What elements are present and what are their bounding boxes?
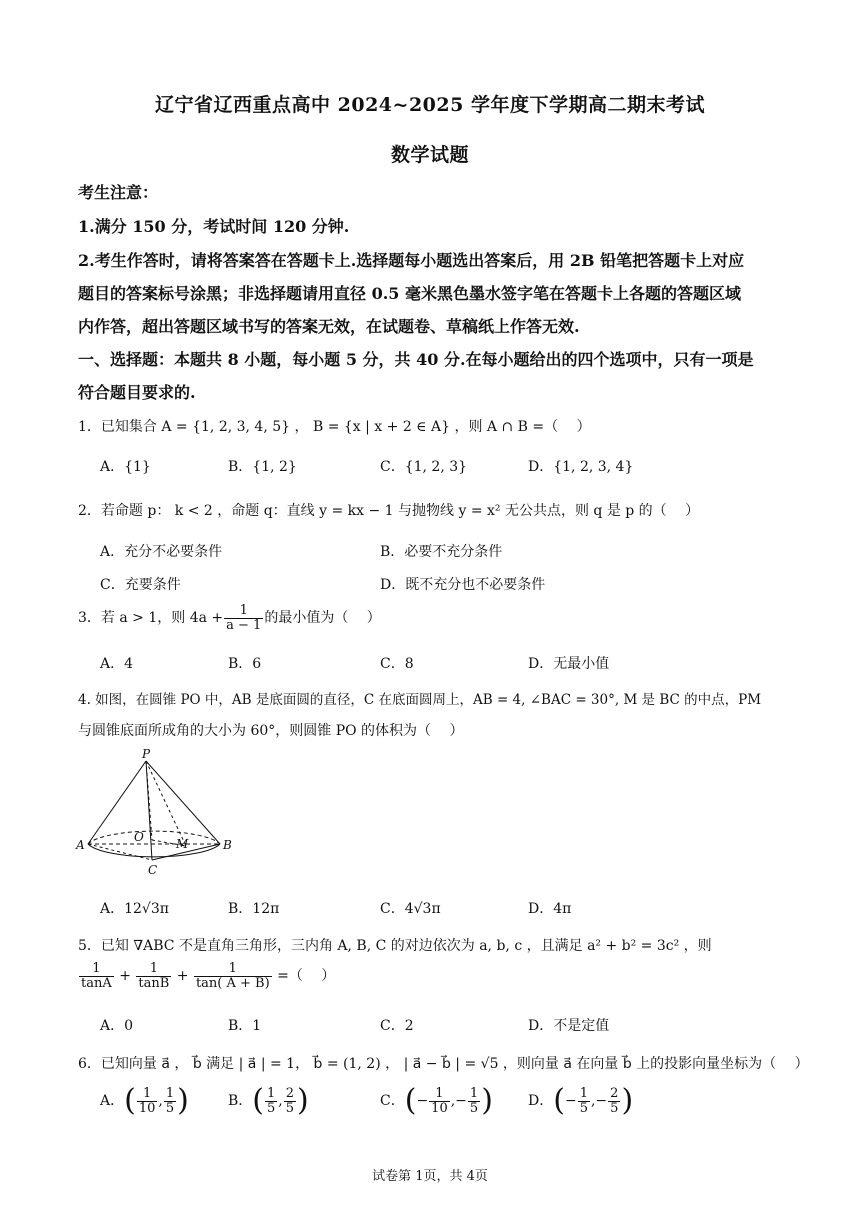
q5-frac-3-num: 1: [194, 962, 272, 977]
cone-base-back-arc: [88, 831, 220, 844]
question-5-line-1: 5．已知 ∇ABC 不是直角三角形，三内角 A, B, C 的对边依次为 a, b, c ，且满足 a² + b² = 3c² ，则: [78, 938, 712, 954]
question-2-stem: 2．若命题 p： k < 2 ，命题 q：直线 y = kx − 1 与抛物线 y = x² 无公共点，则 q 是 p 的（ ）: [78, 503, 700, 519]
q1-option-a: A．{1}: [100, 459, 151, 475]
q1-option-c: C．{1, 2, 3}: [380, 459, 468, 475]
q6-a-n1: 1: [137, 1087, 158, 1102]
q6-option-a-label: A．: [100, 1093, 125, 1109]
q3-stem-post: 的最小值为（ ）: [264, 610, 381, 627]
q6-b-d1: 5: [267, 1100, 276, 1116]
notice-item-2-line-2: 题目的答案标号涂黑；非选择题请用直径 0.5 毫米黑色墨水签字笔在答题卡上各题的答题区域: [78, 284, 741, 303]
q6-option-b-label: B．: [228, 1093, 253, 1109]
question-5-formula: $\frac{1}{\tan A}$ + $\frac{1}{\tan B}$ + $\frac{1}{\tan( A + B)}$ =（ ）: [81, 961, 336, 991]
exam-subtitle: 数学试题: [390, 144, 469, 166]
q6-option-b: B．( $\frac{1}{5}$ , $\frac{2}{5}$ ): [228, 1083, 309, 1118]
q6-option-a: A．( $\frac{1}{10}$ , $\frac{1}{5}$ ): [100, 1083, 189, 1118]
q3-frac-num: 1: [224, 604, 263, 619]
q2-option-c: C．充要条件: [100, 577, 181, 593]
q5-frac-2-num: 1: [136, 962, 171, 977]
q5-frac-3-den: tan( A + B): [195, 975, 270, 991]
notice-item-2-line-1: 2.考生作答时，请将答案答在答题卡上.选择题每小题选出答案后，用 2B 铅笔把答题卡上对应: [78, 251, 745, 270]
page-footer: 试卷第 1页，共 4页: [372, 1169, 488, 1184]
label-c: C: [148, 863, 158, 877]
q3-stem-pre: 3．若 a > 1，则 4a +: [78, 610, 224, 627]
notice-item-2-line-3: 内作答，超出答题区域书写的答案无效，在试题卷、草稿纸上作答无效.: [78, 317, 580, 336]
q6-c-d1: 10: [431, 1100, 448, 1116]
q5-frac-1: [79, 962, 114, 990]
q6-a-n2: 1: [165, 1085, 175, 1101]
q6-option-c-label: C．: [380, 1093, 405, 1109]
q5-frac-1-num: 1: [79, 962, 114, 977]
q5-option-a: A．0: [100, 1018, 134, 1034]
q6-option-c: C．(− $\frac{1}{10}$ ,− $\frac{1}{5}$ ): [380, 1083, 493, 1118]
q3-option-a: A．4: [100, 656, 134, 672]
cone-base-front-arc: [88, 844, 220, 857]
notice-heading: 考生注意：: [78, 183, 159, 202]
cone-figure: [72, 748, 232, 880]
q1-option-b: B．{1, 2}: [228, 459, 297, 475]
q6-b-n1: 1: [267, 1085, 276, 1101]
cone-chord-ac: [88, 844, 152, 860]
q4-option-a: A．12√3π: [100, 901, 169, 917]
q6-b-n2: 2: [285, 1085, 295, 1101]
q3-option-b: B．6: [228, 656, 262, 672]
q6-a-d1: 10: [138, 1100, 156, 1116]
q3-frac-den: a − 1: [226, 617, 262, 633]
question-6-stem: 6．已知向量 a⃗ ， b⃗ 满足 | a⃗ | = 1， b⃗ = (1, 2) ， | a⃗ − b⃗ | = √5 ，则向量 a⃗ 在向量 b⃗ 上的投影向量坐标为（ ）: [78, 1056, 809, 1072]
q5-frac-2-den: tanB: [138, 975, 170, 991]
question-3-stem: [78, 604, 381, 632]
q5-frac-1-den: tanA: [81, 975, 112, 991]
q6-c-d2: 5: [469, 1100, 479, 1116]
q6-d-n1: 1: [579, 1085, 588, 1101]
q6-c-n1: 1: [429, 1087, 450, 1102]
exam-title: 辽宁省辽西重点高中 2024~2025 学年度下学期高二期末考试: [155, 94, 705, 116]
section-1-line-2: 符合题目要求的.: [78, 383, 196, 402]
q4-option-c: C．4√3π: [380, 901, 441, 917]
label-p: P: [142, 748, 151, 761]
question-4-line-2: 与圆锥底面所成角的大小为 60°，则圆锥 PO 的体积为（ ）: [78, 723, 464, 739]
label-b: B: [223, 838, 232, 852]
cone-segment-pm: [146, 761, 186, 846]
label-o: O: [134, 830, 144, 844]
q6-d-d2: 5: [610, 1100, 619, 1116]
q6-option-d: D．(− $\frac{1}{5}$ ,− $\frac{2}{5}$ ): [528, 1083, 634, 1118]
q6-b-d2: 5: [285, 1100, 295, 1116]
q5-tail: =（ ）: [277, 968, 336, 985]
q3-fraction: [224, 604, 263, 632]
label-m: M: [176, 837, 189, 851]
q2-option-a: A．充分不必要条件: [100, 544, 223, 560]
q4-option-d: D．4π: [528, 901, 572, 917]
q3-option-c: C．8: [380, 656, 414, 672]
q6-d-n2: 2: [610, 1085, 619, 1101]
q3-option-d: D．无最小值: [528, 656, 610, 672]
q6-option-d-label: D．: [528, 1093, 554, 1109]
q5-option-b: B．1: [228, 1018, 262, 1034]
q6-a-d2: 5: [165, 1100, 175, 1116]
section-1-line-1: 一、选择题：本题共 8 小题，每小题 5 分，共 40 分.在每小题给出的四个选项中，只有一项是: [78, 350, 754, 369]
q5-option-c: C．2: [380, 1018, 414, 1034]
q2-option-b: B．必要不充分条件: [380, 544, 503, 560]
q6-c-n2: 1: [469, 1085, 479, 1101]
q5-frac-3: [194, 962, 272, 990]
q2-option-d: D．既不充分也不必要条件: [380, 577, 546, 593]
q4-option-b: B．12π: [228, 901, 280, 917]
q6-d-d1: 5: [579, 1100, 588, 1116]
label-a: A: [76, 838, 85, 852]
notice-item-1: 1.满分 150 分，考试时间 120 分钟.: [78, 217, 350, 236]
q5-option-d: D．不是定值: [528, 1018, 610, 1034]
question-4-line-1: 4. 如图，在圆锥 PO 中，AB 是底面圆的直径，C 在底面圆周上，AB = 4, ∠BAC = 30°, M 是 BC 的中点，PM: [78, 692, 762, 708]
question-1-stem: 1．已知集合 A = {1, 2, 3, 4, 5} ， B = {x | x + 2 ∈ A} ，则 A ∩ B =（ ）: [78, 419, 591, 435]
q1-option-d: D．{1, 2, 3, 4}: [528, 459, 634, 475]
q5-frac-2: [136, 962, 171, 990]
